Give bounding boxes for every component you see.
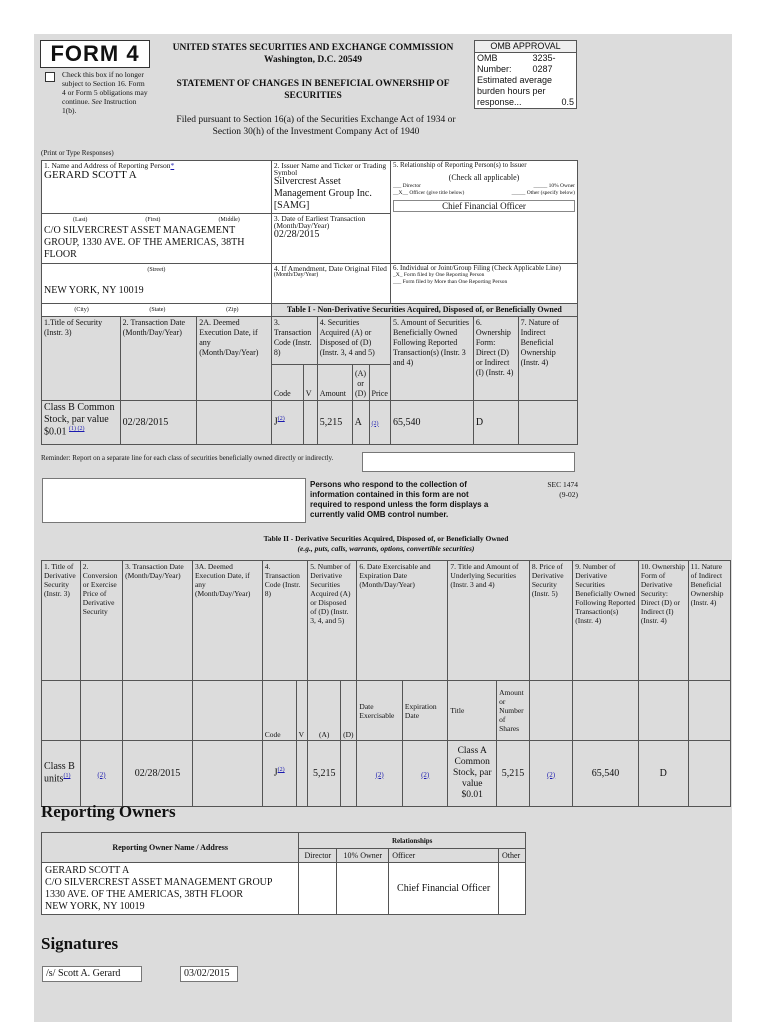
t2-date: 02/28/2015 xyxy=(123,741,193,807)
box6-label: 6. Individual or Joint/Group Filing xyxy=(392,264,491,272)
state-label: (State) xyxy=(149,307,166,313)
owner-line1: GERARD SCOTT A xyxy=(45,864,130,876)
t2-v xyxy=(296,741,308,807)
t2-price-footnote-link[interactable]: (2) xyxy=(546,770,556,779)
t2-h-number: 5. Number of Derivative Securities Acquired (A) or Disposed of (D) (Instr. 3, 4, and 5) xyxy=(308,561,357,681)
checkbox-see: See xyxy=(91,97,102,106)
form-table-2 xyxy=(41,560,731,807)
persons-notice: Persons who respond to the collection of information contained in this form are not required to respond unless the form displays a currently valid OMB control number. xyxy=(310,480,489,519)
t2-h-expiration: Expiration Date xyxy=(402,681,448,741)
no-longer-subject-checkbox[interactable] xyxy=(45,72,55,82)
agency-block xyxy=(148,42,478,66)
earliest-date[interactable]: 02/28/2015 xyxy=(273,229,320,240)
t1-h-nature: 7. Nature of Indirect Beneficial Ownership (Instr. 4) xyxy=(518,317,577,401)
table-row xyxy=(42,401,578,445)
sec-date: (9-02) xyxy=(559,490,578,499)
rel-10-owner[interactable]: _____ 10% Owner xyxy=(533,183,575,189)
t2-code-cell xyxy=(262,741,296,807)
box4-amendment xyxy=(271,264,390,304)
sec-code xyxy=(524,480,578,500)
print-type-note: (Print or Type Responses) xyxy=(41,149,114,157)
owners-relationships: Relationships xyxy=(299,833,526,849)
middle-label: (Middle) xyxy=(218,217,240,223)
box3-label: 3. Date of Earliest Transaction (Month/Day/Year) xyxy=(273,214,366,230)
blank-box xyxy=(42,478,306,523)
t2-h-dates: 6. Date Exercisable and Expiration Date (Month/Day/Year) xyxy=(357,561,448,681)
street-label: (Street) xyxy=(147,267,166,273)
rel-officer[interactable]: __X__ Officer (give title below) xyxy=(392,190,465,196)
omb-burden-value: 0.5 xyxy=(561,97,574,107)
t2-deemed xyxy=(192,741,262,807)
reporter-city[interactable]: NEW YORK, NY 10019 xyxy=(44,285,144,296)
t1-h-date: 2. Transaction Date (Month/Day/Year) xyxy=(120,317,197,401)
rel-other[interactable]: _____ Other (specify below) xyxy=(511,190,575,196)
city-label: (City) xyxy=(74,307,89,313)
reminder-note: Reminder: Report on a separate line for each class of securities beneficially owned directly or indirectly. xyxy=(41,454,334,462)
t2-code: J xyxy=(273,767,278,779)
box6-check: (Check Applicable Line) xyxy=(491,264,561,272)
signatures-heading: Signatures xyxy=(41,934,119,953)
owner-line4: NEW YORK, NY 10019 xyxy=(45,900,145,912)
omb-number-value: 3235-0287 xyxy=(532,53,556,74)
filed-line1: Filed pursuant to Section 16(a) of the Securities Exchange Act of 1934 or xyxy=(176,115,456,125)
t1-h-aord: (A) or (D) xyxy=(352,365,369,401)
signature-name: /s/ Scott A. Gerard xyxy=(42,966,142,982)
agency-name: UNITED STATES SECURITIES AND EXCHANGE COMMISSION xyxy=(172,43,454,53)
box4-label: 4. If Amendment, Date Original Filed xyxy=(273,264,387,273)
t2-exercisable-footnote-link[interactable]: (2) xyxy=(375,770,384,779)
t1-title-cell xyxy=(42,401,121,445)
t1-h-code: 3. Transaction Code (Instr. 8) xyxy=(271,317,317,365)
t1-code: J xyxy=(273,416,278,428)
first-label: (First) xyxy=(145,217,161,223)
t2-h-v: V xyxy=(296,681,308,741)
box1-label: 1. Name and Address of Reporting Person xyxy=(44,161,171,170)
table2-title: Table II - Derivative Securities Acquired, Disposed of, or Beneficially Owned xyxy=(263,534,509,543)
t2-h-a: (A) xyxy=(308,681,341,741)
reporting-owners-heading: Reporting Owners xyxy=(41,802,176,821)
t1-aord: A xyxy=(352,401,369,445)
t2-h-exercisable: Date Exercisable xyxy=(357,681,403,741)
t2-title: Class B units xyxy=(44,761,75,785)
filing-one-person[interactable]: _X_ Form filed by One Reporting Person xyxy=(392,272,485,278)
checkbox-instr: Instruction 1(b). xyxy=(62,97,137,115)
owner-address xyxy=(42,863,299,915)
reminder-box xyxy=(362,452,575,472)
t2-h-und-amount: Amount or Number of Shares xyxy=(497,681,530,741)
t1-h-price: Price xyxy=(369,365,390,401)
t2-h-d: (D) xyxy=(341,681,357,741)
table1-title: Table I - Non-Derivative Securities Acquired, Disposed of, or Beneficially Owned xyxy=(271,304,577,317)
table2-caption xyxy=(41,534,731,554)
owner-other xyxy=(498,863,525,915)
address-block xyxy=(42,214,272,264)
t2-conversion-footnote-link[interactable]: (2) xyxy=(97,770,106,779)
owner-line2: C/O SILVERCREST ASSET MANAGEMENT GROUP xyxy=(45,876,273,888)
t1-price-footnote-link[interactable]: (2) xyxy=(371,420,379,427)
t2-h-form: 10. Ownership Form of Derivative Security: Direct (D) or Indirect (I) (Instr. 4) xyxy=(638,561,688,681)
box5-relationship xyxy=(390,161,577,264)
t1-h-v: V xyxy=(303,365,317,401)
t2-owned: 65,540 xyxy=(573,741,639,807)
owners-col-10owner: 10% Owner xyxy=(337,849,389,863)
box1-reporter xyxy=(42,161,272,214)
box4-sub: (Month/Day/Year) xyxy=(273,272,319,278)
city-block xyxy=(42,264,272,304)
t2-h-conversion: 2. Conversion or Exercise Price of Derivative Security xyxy=(80,561,122,681)
t1-h-amount: 5. Amount of Securities Beneficially Owned Following Reported Transaction(s) (Instr. 3 and 4) xyxy=(390,317,473,401)
owners-col-name: Reporting Owner Name / Address xyxy=(42,833,299,863)
omb-burden-label: Estimated average burden hours per response... xyxy=(477,75,553,107)
filing-more-persons[interactable]: ___ Form filed by More than One Reporting Person xyxy=(392,279,508,285)
owner-line3: 1330 AVE. OF THE AMERICAS, 38TH FLOOR xyxy=(45,888,243,900)
checkbox-label xyxy=(62,70,148,115)
t2-h-date: 3. Transaction Date (Month/Day/Year) xyxy=(123,561,193,681)
checkbox-text: Check this box if no longer subject to Section 16. Form 4 or Form 5 obligations may continue. xyxy=(62,70,148,106)
t1-owned: 65,540 xyxy=(390,401,473,445)
box3-date xyxy=(271,214,390,264)
table2-subtitle: (e.g., puts, calls, warrants, options, convertible securities) xyxy=(297,544,475,553)
officer-title[interactable]: Chief Financial Officer xyxy=(393,200,575,212)
city-labels xyxy=(42,304,272,317)
owner-director xyxy=(299,863,337,915)
statement-line2: SECURITIES xyxy=(284,91,342,101)
issuer-name[interactable]: Silvercrest Asset Management Group Inc. [SAMG] xyxy=(273,176,372,211)
t2-underlying-title: Class A Common Stock, par value $0.01 xyxy=(448,741,497,807)
t2-h-und-title: Title xyxy=(448,681,497,741)
table-row xyxy=(42,863,526,915)
t1-deemed xyxy=(197,401,272,445)
filed-line2: Section 30(h) of the Investment Company Act of 1940 xyxy=(212,127,420,137)
rel-director[interactable]: ___ Director xyxy=(392,183,421,189)
statement-line1: STATEMENT OF CHANGES IN BENEFICIAL OWNERSHIP OF xyxy=(176,79,450,89)
sec-number: SEC 1474 xyxy=(547,480,578,489)
box2-issuer xyxy=(271,161,390,214)
omb-title: OMB APPROVAL xyxy=(475,41,576,53)
statement-title xyxy=(148,78,478,102)
owners-col-officer: Officer xyxy=(389,849,499,863)
signature-date: 03/02/2015 xyxy=(180,966,238,982)
t1-h-amount-sub: Amount xyxy=(317,365,352,401)
t1-title: Class B Common Stock, par value $0.01 xyxy=(44,402,115,438)
box1-footnote-link[interactable]: * xyxy=(170,161,175,170)
reporter-name[interactable]: GERARD SCOTT A xyxy=(44,169,137,181)
last-label: (Last) xyxy=(73,217,88,223)
owners-col-other: Other xyxy=(498,849,525,863)
form-table-1 xyxy=(41,160,578,445)
t2-h-code-sub: Code xyxy=(262,681,296,741)
table-row xyxy=(42,741,731,807)
t2-underlying-amount: 5,215 xyxy=(497,741,530,807)
t2-title-cell xyxy=(42,741,81,807)
t1-nature xyxy=(518,401,577,445)
t2-title-footnote-link[interactable]: (1) xyxy=(63,773,71,780)
box5-label: 5. Relationship of Reporting Person(s) to Issuer xyxy=(392,161,527,169)
t2-expiration-footnote-link[interactable]: (2) xyxy=(421,770,430,779)
t1-code-footnote-link[interactable]: (2) xyxy=(277,416,285,423)
t1-h-ownership: 6. Ownership Form: Direct (D) or Indirect (I) (Instr. 4) xyxy=(473,317,518,401)
filed-pursuant xyxy=(146,114,486,138)
t1-h-title: 1.Title of Security (Instr. 3) xyxy=(42,317,121,401)
t1-h-code-sub: Code xyxy=(271,365,303,401)
box6-filing xyxy=(390,264,577,304)
t2-h-deemed: 3A. Deemed Execution Date, if any (Month/Day/Year) xyxy=(192,561,262,681)
reporter-street[interactable]: C/O SILVERCREST ASSET MANAGEMENT GROUP, 1330 AVE. OF THE AMERICAS, 38TH FLOOR xyxy=(44,225,245,260)
t1-form: D xyxy=(473,401,518,445)
form-page xyxy=(34,34,732,1022)
t2-h-title: 1. Title of Derivative Security (Instr. 3) xyxy=(42,561,81,681)
t1-h-deemed: 2A. Deemed Execution Date, if any (Month/Day/Year) xyxy=(197,317,272,401)
t2-disposed xyxy=(341,741,357,807)
t1-h-securities: 4. Securities Acquired (A) or Disposed of (D) (Instr. 3, 4 and 5) xyxy=(317,317,390,365)
agency-address: Washington, D.C. 20549 xyxy=(264,55,362,65)
form-title: FORM 4 xyxy=(40,40,150,68)
t1-amount: 5,215 xyxy=(317,401,352,445)
omb-number-label: OMB Number: xyxy=(477,53,512,74)
box2-label: 2. Issuer Name and Ticker or Trading Symbol xyxy=(273,161,387,177)
t2-h-owned: 9. Number of Derivative Securities Beneficially Owned Following Reported Transaction(s) (Instr. 4) xyxy=(573,561,639,681)
t2-h-underlying: 7. Title and Amount of Underlying Securities (Instr. 3 and 4) xyxy=(448,561,529,681)
t2-nature xyxy=(688,741,730,807)
t1-date: 02/28/2015 xyxy=(120,401,197,445)
t2-h-nature: 11. Nature of Indirect Beneficial Ownership (Instr. 4) xyxy=(688,561,730,681)
t2-acquired: 5,215 xyxy=(308,741,341,807)
owner-officer: Chief Financial Officer xyxy=(389,863,499,915)
t2-h-code: 4. Transaction Code (Instr. 8) xyxy=(262,561,308,681)
t2-h-price: 8. Price of Derivative Security (Instr. 5) xyxy=(529,561,572,681)
owners-col-director: Director xyxy=(299,849,337,863)
t1-v xyxy=(303,401,317,445)
owner-10owner xyxy=(337,863,389,915)
t2-form: D xyxy=(638,741,688,807)
reporting-owners-table xyxy=(41,832,526,915)
t1-code-cell xyxy=(271,401,303,445)
check-all-label: (Check all applicable) xyxy=(448,173,520,182)
zip-label: (Zip) xyxy=(226,307,239,313)
t2-code-footnote-link[interactable]: (2) xyxy=(277,767,285,774)
t1-title-footnote-link[interactable]: (1) (2) xyxy=(69,426,85,432)
omb-approval-box xyxy=(474,40,577,109)
